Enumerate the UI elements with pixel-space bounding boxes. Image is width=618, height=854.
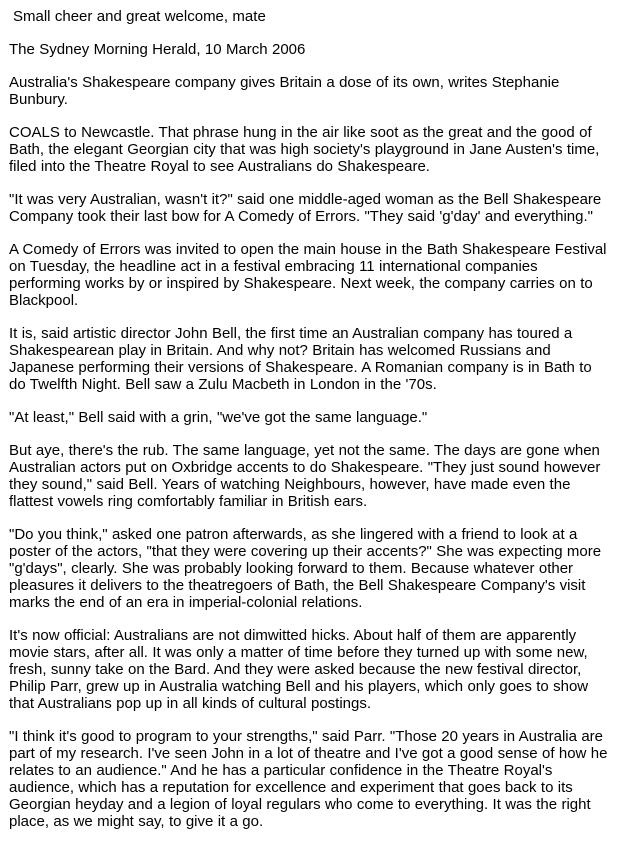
paragraph: "It was very Australian, wasn't it?" said one middle-aged woman as the Bell Shakespeare Company took their last bow for A Comedy of Errors. "They said 'g'day' and everything."	[9, 191, 602, 225]
paragraph: But aye, there's the rub. The same language, yet not the same. The days are gone when Australian actors put on Oxbridge accents to do Shakespeare. "They just sound however they sound," said Bell. Years of watching Neighbours, however, have made even the flattest vowels ring comfortably familiar in British ears.	[9, 442, 601, 510]
article-standfirst: Australia's Shakespeare company gives Britain a dose of its own, writes Stephanie Bunbury.	[9, 74, 560, 108]
paragraph: COALS to Newcastle. That phrase hung in the air like soot as the great and the good of Bath, the elegant Georgian city that was high society's playground in Jane Austen's time, filed into the Theatre Royal to see Australians do Shakespeare.	[9, 124, 600, 175]
article-source-line: The Sydney Morning Herald, 10 March 2006	[9, 41, 306, 58]
article-title: Small cheer and great welcome, mate	[13, 8, 266, 25]
paragraph: It is, said artistic director John Bell, the first time an Australian company has toured a Shakespearean play in Britain. And why not? Britain has welcomed Russians and Japanese performing their versions of Shakespeare. A Romanian company is in Bath to do Twelfth Night. Bell saw a Zulu Macbeth in London in the '70s.	[9, 325, 592, 393]
paragraph: "Do you think," asked one patron afterwards, as she lingered with a friend to look at a poster of the actors, "that they were covering up their accents?" She was expecting more "g'days", clearly. She was probably looking forward to them. Because whatever other pleasures it delivers to the theatregoers of Bath, the Bell Shakespeare Company's visit marks the end of an era in imperial-colonial relations.	[9, 526, 602, 611]
paragraph: It's now official: Australians are not dimwitted hicks. About half of them are apparently movie stars, after all. It was only a matter of time before they turned up with some new, fresh, sunny take on the Bard. And they were asked because the new festival director, Philip Parr, grew up in Australia watching Bell and his players, which only goes to show that Australians pop up in all kinds of cultural postings.	[9, 627, 589, 712]
paragraph: "I think it's good to program to your strengths," said Parr. "Those 20 years in Australia are part of my research. I've seen John in a lot of theatre and I've got a good sense of how he relates to an audience." And he has a particular confidence in the Theatre Royal's audience, which has a reputation for excellence and experiment that goes back to its Georgian heyday and a legion of loyal regulars who come to everything. It was the right place, as we might say, to give it a go.	[9, 728, 608, 830]
paragraph: "At least," Bell said with a grin, "we've got the same language."	[9, 409, 428, 426]
paragraph: A Comedy of Errors was invited to open the main house in the Bath Shakespeare Festival on Tuesday, the headline act in a festival embracing 11 international companies performing works by or inspired by Shakespeare. Next week, the company carries on to Blackpool.	[9, 241, 607, 309]
